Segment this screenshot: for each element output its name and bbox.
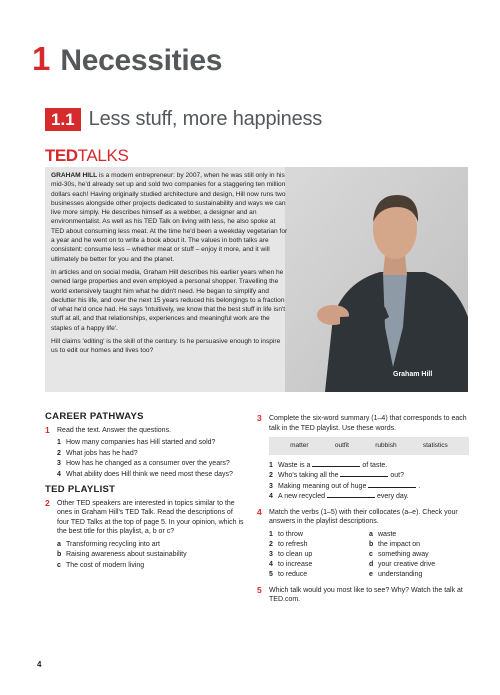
intro-paragraph-1: GRAHAM HILL is a modern entrepreneur: by 2007, when he was still only in his mid-30s, he'd already set up and sold two companies for a staggering ten million dollars each! Having originally studied architecture and design, Hill now runs two businesses alongside other projects dedicated to sustainability and ways we can live more simply. He describes himself as a webber, a designer and an environmentalist. As well as his TED Talk on living with less, he also spoke at TED about consuming less meat. At the time he'd been a weekday vegetarian for a year and he went on to write a book about it. The values in both talks are consistent: consume less – whether meat or stuff – enjoy it more, and it will ultimately be better for you and the planet.	[51, 172, 288, 263]
lesson-number-badge: 1.1	[45, 108, 81, 131]
exercise-1-questions	[45, 438, 245, 479]
list-item: 2 Who's taking all the out?	[269, 472, 405, 479]
ted-playlist-heading: TED PLAYLIST	[45, 484, 116, 495]
lesson-title: Less stuff, more happiness	[88, 108, 323, 130]
list-item: 3 How has he changed as a consumer over the years?	[57, 460, 230, 467]
unit-title	[32, 40, 222, 80]
intro-text	[51, 171, 289, 360]
list-item: 1 to throw	[269, 530, 303, 538]
word-item: outfit	[334, 442, 349, 449]
list-item: c The cost of modern living	[57, 561, 145, 569]
speaker-name: GRAHAM HILL	[51, 172, 98, 179]
list-item: 4 A new recycled every day.	[269, 493, 409, 500]
unit-name: Necessities	[60, 44, 223, 77]
list-item: 3 Making meaning out of huge .	[269, 482, 421, 490]
word-item: statistics	[422, 442, 448, 449]
list-item: b Raising awareness about sustainability	[57, 551, 187, 558]
verbs-column	[269, 530, 369, 580]
exercise-3: 3 Complete the six-word summary (1–4) that corresponds to each talk in the TED playlist. Use these words.	[257, 413, 467, 432]
answer-blank[interactable]	[327, 492, 375, 498]
list-item: 4 What ability does Hill think we need most these days?	[57, 470, 233, 478]
unit-number: 1	[32, 40, 51, 77]
exercise-5: 5 Which talk would you most like to see? Why? Watch the talk at TED.com.	[257, 584, 463, 603]
career-pathways-heading: CAREER PATHWAYS	[45, 411, 144, 422]
list-item: c something away	[369, 550, 429, 558]
list-item: 3 to clean up	[269, 550, 313, 558]
list-item: b the impact on	[369, 540, 421, 548]
answer-blank[interactable]	[312, 461, 360, 467]
exercise-3-items	[257, 461, 469, 502]
photo-caption: Graham Hill	[393, 371, 433, 378]
list-item: 1 Waste is a of taste.	[269, 461, 388, 469]
left-column	[45, 412, 245, 576]
ted-logo-text: TED	[45, 146, 78, 165]
list-item: a waste	[369, 530, 397, 538]
intro-paragraph-3: Hill claims 'editing' is the skill of the century. Is he persuasive enough to inspire us to edit our homes and lives too?	[51, 338, 281, 355]
list-item: d your creative drive	[369, 560, 436, 568]
ted-talks-logo	[45, 146, 129, 166]
answer-blank[interactable]	[368, 482, 416, 488]
answer-blank[interactable]	[340, 471, 388, 477]
word-item: matter	[290, 442, 309, 449]
list-item: 4 to increase	[269, 560, 313, 568]
intro-paragraph-2: In articles and on social media, Graham Hill describes his earlier years when he owned large properties and even employed a personal shopper. Travelling the world extensively taught him what he didn't need. He began to simplify and declutter his life, and over the next 15 years reduced his belongings to a fraction of what he'd once had. He says 'Intuitively, we know that the best stuff in life isn't stuff at all, and that relationships, experiences and meaningful work are the staples of a happy life'.	[51, 268, 286, 332]
list-item: e understanding	[369, 570, 423, 578]
list-item: 5 to reduce	[269, 570, 308, 578]
talks-logo-text: TALKS	[77, 146, 129, 165]
exercise-2: 2 Other TED speakers are interested in topics similar to the ones in Graham Hill's TED Talk. Read the descriptions of four TED Talks at the top of page 5. In your opinion, which is the best title for this playlist, a, b or c?	[45, 497, 244, 535]
collocates-column	[369, 530, 469, 580]
speaker-photo	[285, 167, 468, 392]
lesson-heading	[45, 108, 322, 131]
list-item: 1 How many companies has Hill started and sold?	[57, 439, 216, 446]
right-column	[257, 414, 469, 608]
exercise-1: 1 Read the text. Answer the questions.	[45, 424, 172, 435]
word-item: rubbish	[375, 442, 397, 449]
list-item: 2 to refresh	[269, 540, 308, 548]
page-number: 4	[37, 660, 42, 669]
list-item: 2 What jobs has he had?	[57, 449, 138, 457]
list-item: a Transforming recycling into art	[57, 540, 160, 548]
matching-table	[257, 530, 469, 580]
exercise-2-options	[45, 540, 245, 571]
exercise-4: 4 Match the verbs (1–5) with their collocates (a–e). Check your answers in the playlist descriptions.	[257, 506, 458, 525]
word-box	[269, 437, 469, 455]
